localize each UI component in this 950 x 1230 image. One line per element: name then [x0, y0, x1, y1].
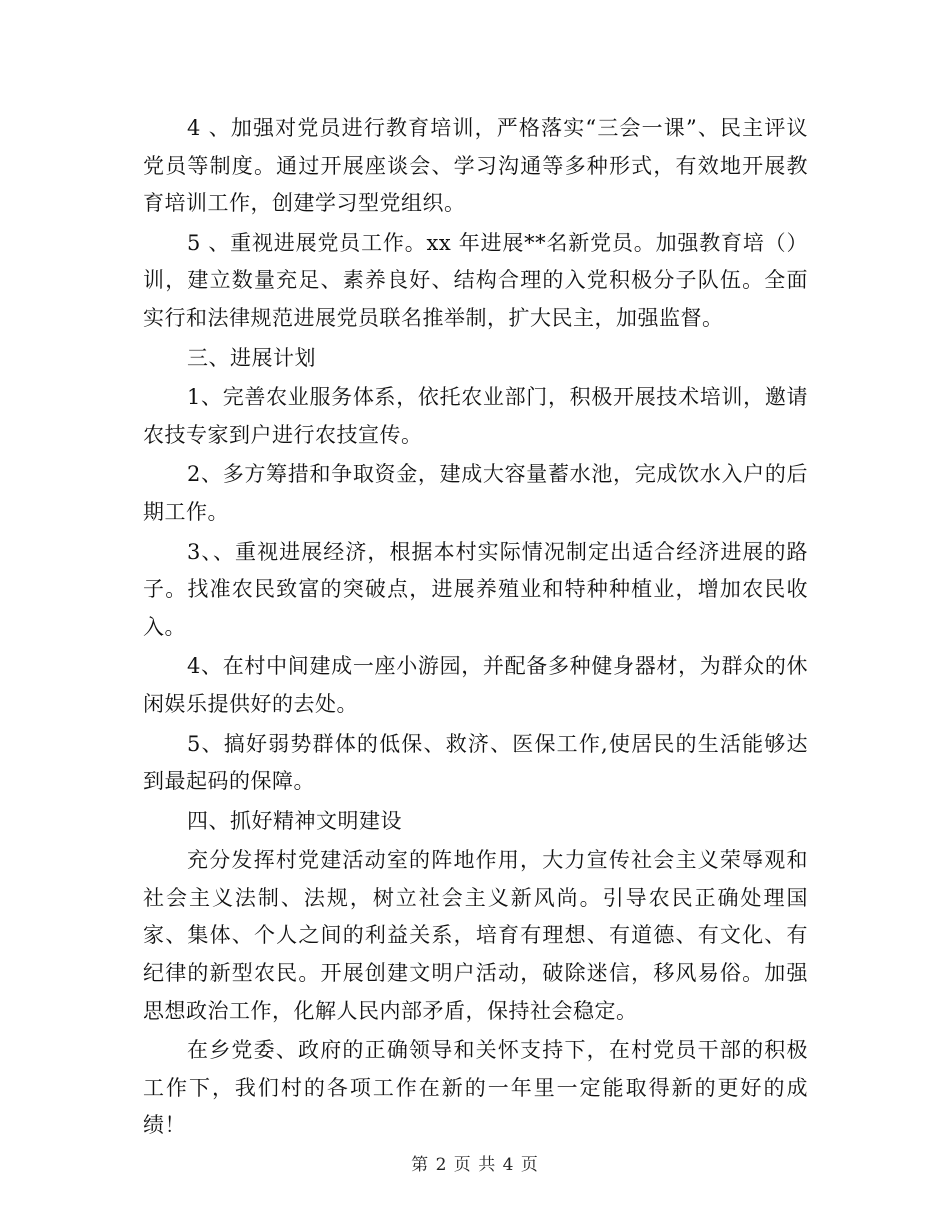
section-heading-civilization: 四、抓好精神文明建设 — [187, 808, 402, 833]
paragraph-party-member-development: 5 、重视进展党员工作。xx 年进展**名新党员。加强教育培（）训，建立数量充足、素养良好、结构合理的入党积极分子队伍。全面实行和法律规范进展党员联名推举制，扩大民主，加强监督。 — [143, 230, 808, 330]
paragraph-civilization-building: 充分发挥村党建活动室的阵地作用，大力宣传社会主义荣辱观和社会主义法制、法规，树立社会主义新风尚。引导农民正确处理国家、集体、个人之间的利益关系，培育有理想、有道德、有文化、有纪律的新型农民。开展创建文明户活动，破除迷信，移风易俗。加强思想政治工作，化解人民内部矛盾，保持社会稳定。 — [143, 848, 808, 1023]
paragraph-conclusion: 在乡党委、政府的正确领导和关怀支持下，在村党员干部的积极工作下，我们村的各项工作在新的一年里一定能取得新的更好的成绩！ — [143, 1038, 808, 1138]
paragraph-party-member-training: 4 、加强对党员进行教育培训，严格落实“三会一课”、民主评议党员等制度。通过开展座谈会、学习沟通等多种形式，有效地开展教育培训工作，创建学习型党组织。 — [143, 116, 808, 216]
paragraph-funding-water: 2、多方筹措和争取资金，建成大容量蓄水池，完成饮水入户的后期工作。 — [143, 462, 808, 524]
document-body — [143, 110, 808, 1147]
paragraph-garden: 4、在村中间建成一座小游园，并配备多种健身器材，为群众的休闲娱乐提供好的去处。 — [143, 654, 808, 716]
page-number-footer: 第 2 页 共 4 页 — [411, 1155, 539, 1175]
paragraph-economy: 3、、重视进展经济，根据本村实际情况制定出适合经济进展的路子。找准农民致富的突破点，进展养殖业和特种种植业，增加农民收入。 — [143, 539, 808, 639]
paragraph-agri-service: 1、完善农业服务体系，依托农业部门，积极开展技术培训，邀请农技专家到户进行农技宣传。 — [143, 385, 808, 447]
paragraph-welfare: 5、搞好弱势群体的低保、救济、医保工作,使居民的生活能够达到最起码的保障。 — [143, 731, 808, 794]
section-heading-development-plan: 三、进展计划 — [187, 345, 316, 370]
